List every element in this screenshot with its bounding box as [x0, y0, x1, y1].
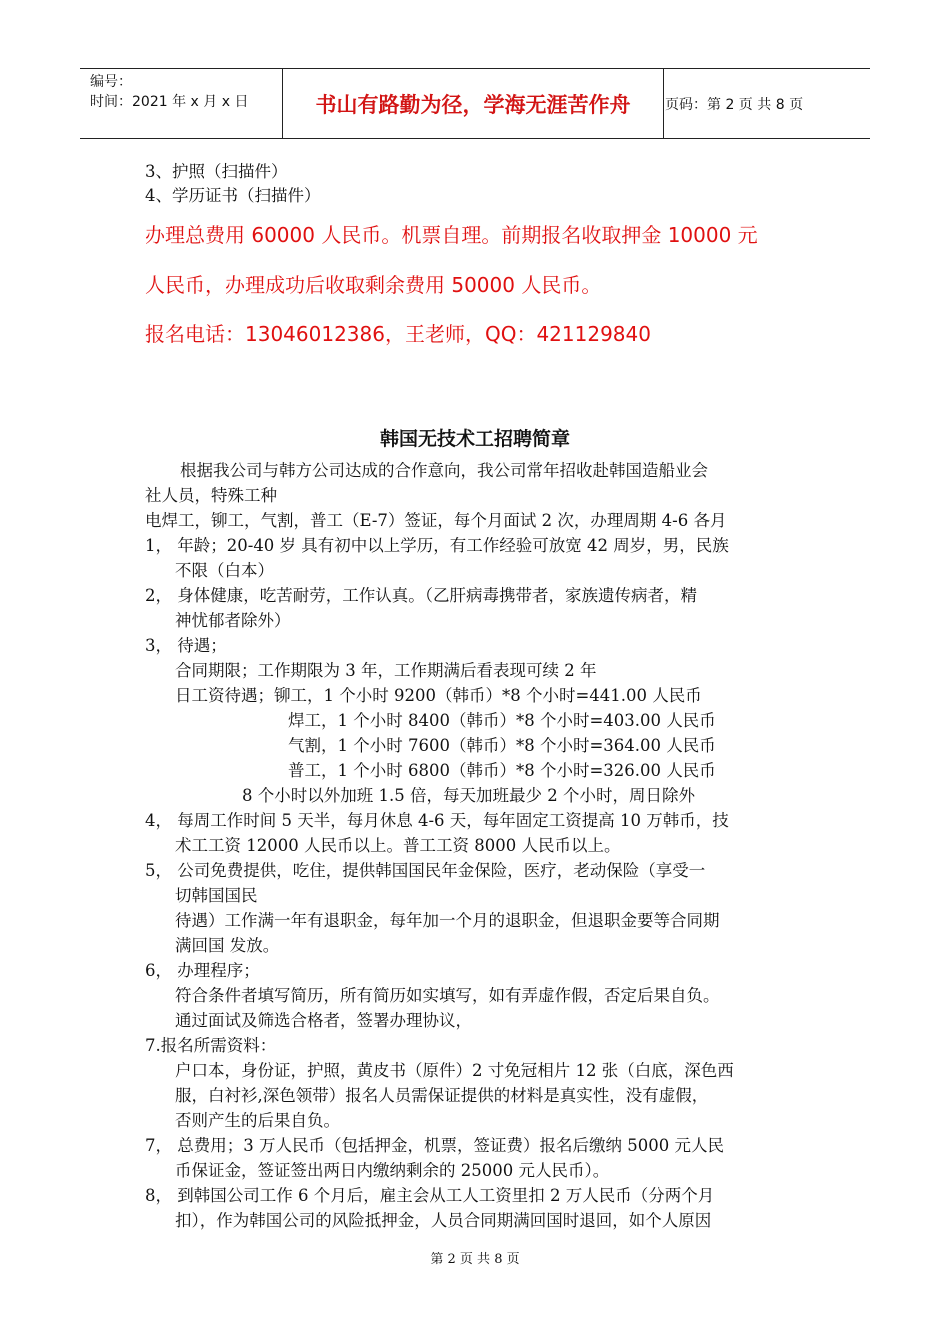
header-page-info: 页码：第 2 页 共 8 页 — [665, 96, 804, 113]
body-line: 合同期限；工作期限为 3 年，工作期满后看表现可续 2 年 — [175, 661, 597, 680]
body-line: 服，白衬衫,深色领带）报名人员需保证提供的材料是真实性，没有虚假， — [175, 1086, 709, 1105]
body-line: 满回国 发放。 — [175, 936, 280, 955]
body-line: 4， 每周工作时间 5 天半，每月休息 4-6 天，每年固定工资提高 10 万韩币，技 — [145, 811, 729, 830]
body-line: 普工，1 个小时 6800（韩币）*8 个小时=326.00 人民币 — [288, 761, 716, 780]
body-line: 气割，1 个小时 7600（韩币）*8 个小时=364.00 人民币 — [288, 736, 716, 755]
fee-line-1: 办理总费用 60000 人民币。机票自理。前期报名收取押金 10000 元 — [145, 223, 758, 247]
body-line: 6， 办理程序； — [145, 961, 260, 980]
body-line: 扣），作为韩国公司的风险抵押金，人员合同期满回国时退回，如个人原因 — [175, 1211, 712, 1230]
body-line: 电焊工，铆工，气割，普工（E-7）签证，每个月面试 2 次，办理周期 4-6 各月 — [145, 511, 727, 530]
list-item: 3、护照（扫描件） — [145, 162, 288, 181]
body-line: 切韩国国民 — [175, 886, 258, 905]
body-line: 7， 总费用；3 万人民币（包括押金，机票，签证费）报名后缴纳 5000 元人民 — [145, 1136, 724, 1155]
body-line: 户口本，身份证，护照，黄皮书（原件）2 寸免冠相片 12 张（白底，深色西 — [175, 1061, 734, 1080]
number-label: 编号： — [90, 74, 132, 90]
body-line: 8 个小时以外加班 1.5 倍，每天加班最少 2 个小时，周日除外 — [242, 786, 695, 805]
header-meta — [90, 72, 248, 112]
body-line: 5， 公司免费提供，吃住，提供韩国国民年金保险，医疗，老动保险（享受一 — [145, 861, 706, 880]
body-line: 1， 年龄；20-40 岁 具有初中以上学历，有工作经验可放宽 42 周岁，男，民族 — [145, 536, 729, 555]
body-line: 不限（白本） — [175, 561, 274, 580]
body-line: 2， 身体健康，吃苦耐劳，工作认真。（乙肝病毒携带者，家族遗传病者，精 — [145, 586, 697, 605]
page-footer: 第 2 页 共 8 页 — [430, 1252, 520, 1267]
body-line: 社人员，特殊工种 — [145, 486, 277, 505]
list-item: 4、学历证书（扫描件） — [145, 186, 321, 205]
body-line: 待遇）工作满一年有退职金，每年加一个月的退职金，但退职金要等合同期 — [175, 911, 720, 930]
header-divider-right — [663, 69, 664, 138]
body-line: 日工资待遇；铆工，1 个小时 9200（韩币）*8 个小时=441.00 人民币 — [175, 686, 702, 705]
header-motto: 书山有路勤为径，学海无涯苦作舟 — [315, 92, 631, 117]
time-label: 时间：2021 年 x 月 x 日 — [90, 94, 249, 110]
fee-line-2: 人民币，办理成功后收取剩余费用 50000 人民币。 — [145, 273, 602, 297]
page-header — [80, 68, 870, 139]
body-line: 根据我公司与韩方公司达成的合作意向，我公司常年招收赴韩国造船业会 — [180, 461, 708, 480]
body-line: 7.报名所需资料： — [145, 1036, 277, 1055]
body-line: 3， 待遇； — [145, 636, 227, 655]
body-line: 术工工资 12000 人民币以上。普工工资 8000 人民币以上。 — [175, 836, 621, 855]
body-line: 通过面试及筛选合格者，签署办理协议， — [175, 1011, 472, 1030]
body-line: 币保证金，签证签出两日内缴纳剩余的 25000 元人民币）。 — [175, 1161, 610, 1180]
body-line: 否则产生的后果自负。 — [175, 1111, 340, 1130]
document-title: 韩国无技术工招聘简章 — [379, 428, 570, 450]
body-line: 焊工，1 个小时 8400（韩币）*8 个小时=403.00 人民币 — [288, 711, 716, 730]
body-line: 神忧郁者除外） — [175, 611, 291, 630]
body-line: 符合条件者填写简历，所有简历如实填写，如有弄虚作假，否定后果自负。 — [175, 986, 720, 1005]
contact-line: 报名电话：13046012386，王老师，QQ：421129840 — [145, 322, 651, 346]
body-line: 8， 到韩国公司工作 6 个月后，雇主会从工人工资里扣 2 万人民币（分两个月 — [145, 1186, 715, 1205]
